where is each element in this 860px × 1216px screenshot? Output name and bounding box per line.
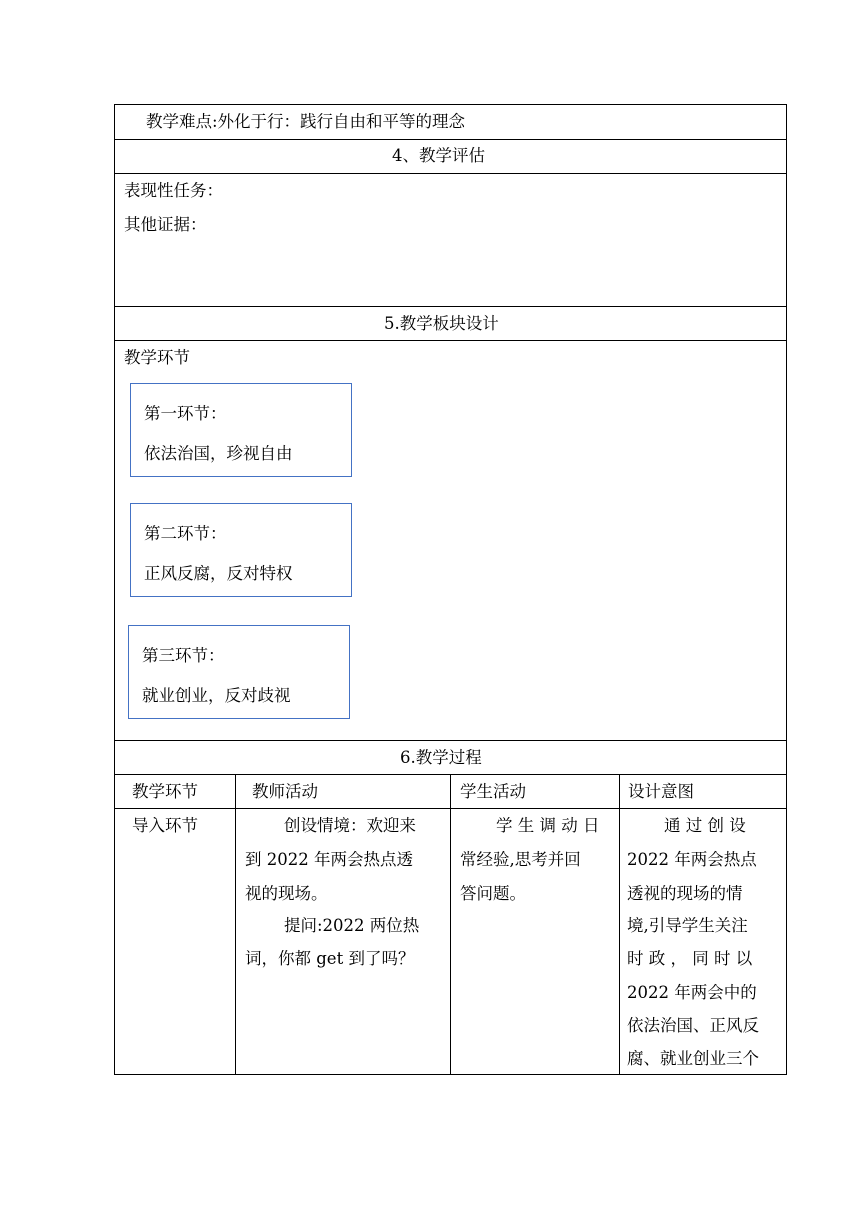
stage-box-1-text: 依法治国，珍视自由 bbox=[144, 444, 293, 463]
performance-task-label: 表现性任务： bbox=[124, 181, 223, 200]
section4-title: 4、教学评估 bbox=[392, 146, 485, 165]
intent-line: 依法治国、正风反 bbox=[627, 1016, 759, 1035]
intent-line: 透视的现场的情 bbox=[627, 884, 743, 903]
section5-title: 5.教学板块设计 bbox=[384, 314, 499, 333]
teacher-line: 视的现场。 bbox=[245, 884, 328, 903]
teaching-difficulty: 教学难点:外化于行：践行自由和平等的理念 bbox=[146, 112, 466, 131]
teacher-line: 创设情境：欢迎来 bbox=[284, 816, 416, 835]
stage-box-1-label: 第一环节： bbox=[144, 404, 227, 423]
stage-box-2-text: 正风反腐，反对特权 bbox=[144, 564, 293, 583]
header-student: 学生活动 bbox=[460, 782, 526, 801]
student-line: 常经验,思考并回 bbox=[460, 850, 581, 869]
intent-line: 境,引导学生关注 bbox=[627, 916, 748, 935]
stage-box-3-label: 第三环节： bbox=[142, 646, 225, 665]
student-line: 答问题。 bbox=[460, 884, 526, 903]
header-intent: 设计意图 bbox=[628, 782, 694, 801]
intent-line: 时 政 ， 同 时 以 bbox=[627, 949, 753, 968]
student-line: 学 生 调 动 日 bbox=[496, 816, 600, 835]
section5-subtitle: 教学环节 bbox=[124, 348, 190, 367]
intent-line: 腐、就业创业三个 bbox=[627, 1049, 759, 1068]
stage-box-2-label: 第二环节： bbox=[144, 524, 227, 543]
section6-title: 6.教学过程 bbox=[400, 748, 482, 767]
stage-box-3-text: 就业创业，反对歧视 bbox=[142, 686, 291, 705]
intent-line: 2022 年两会中的 bbox=[627, 983, 757, 1002]
teacher-line: 提问:2022 两位热 bbox=[284, 916, 420, 935]
header-stage: 教学环节 bbox=[132, 782, 198, 801]
teacher-line: 到 2022 年两会热点透 bbox=[245, 850, 413, 869]
stage-box-3 bbox=[128, 625, 350, 719]
intent-line: 2022 年两会热点 bbox=[627, 850, 757, 869]
stage-box-2 bbox=[130, 503, 352, 597]
other-evidence-label: 其他证据： bbox=[124, 215, 207, 234]
stage-box-1 bbox=[130, 383, 352, 477]
teacher-line: 词，你都 get 到了吗？ bbox=[245, 949, 415, 968]
row-stage: 导入环节 bbox=[132, 816, 198, 835]
header-teacher: 教师活动 bbox=[252, 782, 318, 801]
intent-line: 通 过 创 设 bbox=[664, 816, 746, 835]
